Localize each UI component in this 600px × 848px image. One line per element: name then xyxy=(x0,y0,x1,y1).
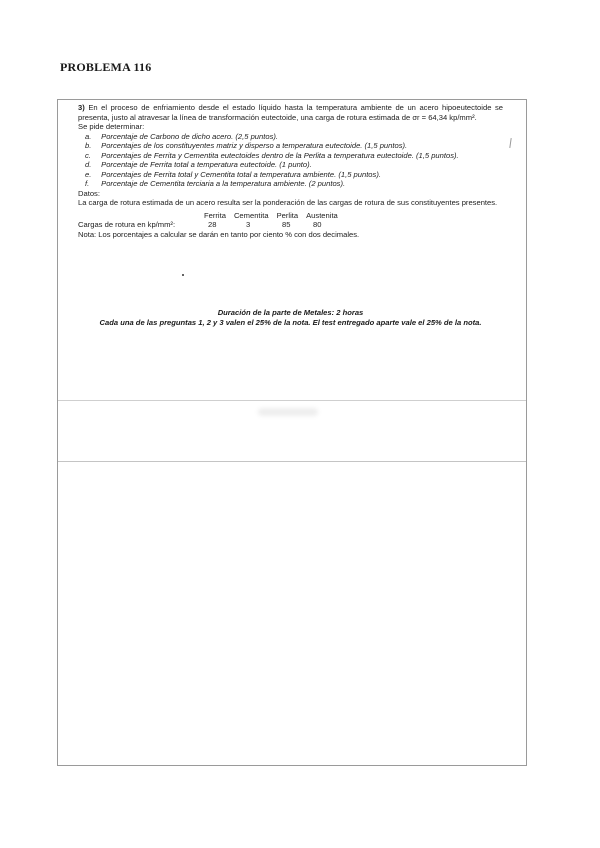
intro-paragraph xyxy=(78,103,503,122)
pen-mark xyxy=(509,138,511,148)
scan-line xyxy=(58,400,526,401)
list-item xyxy=(78,141,503,151)
column-header: Perlita xyxy=(276,210,299,220)
note: Nota: Los porcentajes a calcular se darán en tanto por ciento % con dos decimales. xyxy=(78,229,360,239)
column-header: Austenita xyxy=(306,210,338,220)
item-text: Porcentaje de Ferrita total a temperatura eutectoide. (1 punto). xyxy=(101,160,312,169)
table-cell: 28 xyxy=(208,220,217,229)
row-label: Cargas de rotura en kp/mm²: xyxy=(78,220,176,229)
table-cell: 3 xyxy=(246,220,251,229)
list-item xyxy=(78,179,503,189)
scan-line xyxy=(58,461,526,462)
page-title: PROBLEMA 116 xyxy=(60,60,152,74)
grading-line: Cada una de las preguntas 1, 2 y 3 valen el 25% de la nota. El test entregado aparte vale el 25% de la nota. xyxy=(99,317,482,327)
datos-title: Datos: xyxy=(78,188,100,198)
item-label: b. xyxy=(85,141,92,150)
question-number: 3) xyxy=(78,103,85,112)
item-text: Porcentajes de los constituyentes matriz y disperso a temperatura eutectoide. (1,5 puntos). xyxy=(101,141,408,150)
ink-dot xyxy=(182,274,184,276)
item-label: c. xyxy=(85,150,91,160)
scanned-document xyxy=(57,99,527,766)
item-text: Porcentajes de Ferrita y Cementita eutectoides dentro de la Perlita a temperatura eutectoide. (1,5 puntos). xyxy=(101,150,459,160)
exam-footer xyxy=(78,308,503,327)
list-item xyxy=(78,170,503,180)
table-cell: 85 xyxy=(282,220,291,229)
ask-line: Se pide determinar: xyxy=(78,122,145,131)
item-label: a. xyxy=(85,131,92,141)
list-item xyxy=(78,160,503,170)
item-label: d. xyxy=(85,160,92,169)
item-label: f. xyxy=(85,179,90,188)
item-text: Porcentaje de Carbono de dicho acero. (2,5 puntos). xyxy=(101,131,279,141)
item-text: Porcentaje de Cementita terciaria a la temperatura ambiente. (2 puntos). xyxy=(101,179,346,188)
scan-smudge xyxy=(258,408,318,416)
table-cell: 80 xyxy=(313,220,322,229)
item-text: Porcentajes de Ferrita total y Cementita total a temperatura ambiente. (1,5 puntos). xyxy=(101,169,381,179)
intro-text: En el proceso de enfriamiento desde el estado líquido hasta la temperatura ambiente de un acero hipoeutectoide se presenta, justo al atravesar la línea de transformación eutectoide, una carga de rotura estimada de σr = 64,34 kp/mm². xyxy=(78,103,503,122)
column-header: Ferrita xyxy=(204,210,226,220)
table-row xyxy=(78,220,503,230)
item-label: e. xyxy=(85,169,92,179)
list-item xyxy=(78,132,503,142)
duration-line: Duración de la parte de Metales: 2 horas xyxy=(217,308,364,317)
datos-text: La carga de rotura estimada de un acero resulta ser la ponderación de las cargas de rotura de sus constituyentes presentes. xyxy=(78,198,498,207)
column-header: Cementita xyxy=(233,210,269,220)
table-header xyxy=(78,211,503,221)
list-item xyxy=(78,151,503,161)
problem-statement xyxy=(78,103,503,239)
